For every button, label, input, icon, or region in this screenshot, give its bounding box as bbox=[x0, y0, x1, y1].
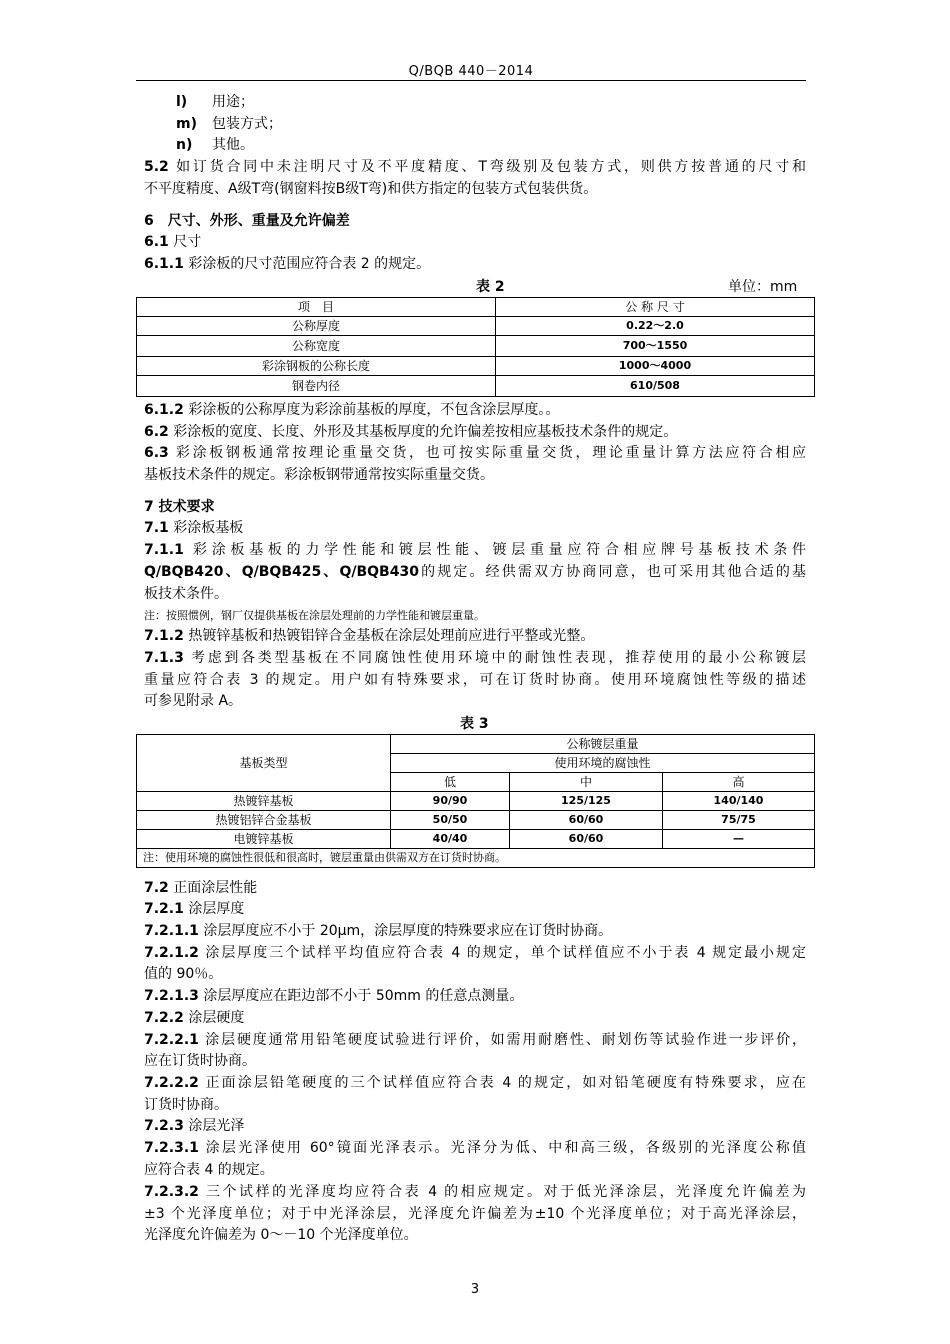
clause-7-2-2-1-line-1: 7.2.2.1 涂层硬度通常用铅笔硬度试验进行评价，如需用耐磨性、耐划伤等试验作进一步评价， bbox=[144, 1032, 806, 1048]
clause-7-2-3-1-line-2: 应符合表 4 的规定。 bbox=[144, 1162, 274, 1178]
clause-7-1-2: 7.1.2 热镀锌基板和热镀铝锌合金基板在涂层处理前应进行平整或光整。 bbox=[144, 628, 595, 644]
table-header-row bbox=[137, 298, 815, 317]
section-6-title: 6 尺寸、外形、重量及允许偏差 bbox=[144, 213, 350, 229]
note-7-1: 注：按照惯例，钢厂仅提供基板在涂层处理前的力学性能和镀层重量。 bbox=[144, 609, 485, 622]
clause-6-3-line-1: 6.3 彩涂板钢板通常按理论重量交货，也可按实际重量交货，理论重量计算方法应符合相应 bbox=[144, 445, 807, 461]
table-cell: 电镀锌基板 bbox=[137, 830, 391, 849]
clause-7-2-3-2-line-1: 7.2.3.2 三个试样的光泽度均应符合表 4 的相应规定。对于低光泽涂层，光泽度允许偏差为 bbox=[144, 1184, 806, 1200]
clause-7-2-3-1-line-1: 7.2.3.1 涂层光泽使用 60°镜面光泽表示。光泽分为低、中和高三级，各级别的光泽度公称值 bbox=[144, 1140, 807, 1156]
table-3-caption: 表 3 bbox=[460, 716, 489, 732]
table-row bbox=[137, 357, 815, 376]
clause-5-2-line-1: 5.2 如订货合同中未注明尺寸及不平度精度、T弯级别及包装方式，则供方按普通的尺寸和 bbox=[144, 159, 806, 175]
clause-5-2-line-2: 不平度精度、A级T弯(钢窗料按B级T弯)和供方指定的包装方式包装供货。 bbox=[144, 181, 598, 197]
table-header-cell: 高 bbox=[663, 773, 815, 792]
list-item: m) 包装方式； bbox=[176, 116, 282, 132]
table-cell: 125/125 bbox=[510, 792, 663, 811]
table-header-cell: 基板类型 bbox=[137, 735, 391, 792]
table-cell: 90/90 bbox=[391, 792, 510, 811]
table-cell: — bbox=[663, 830, 815, 849]
standard-code-header: Q/BQB 440－2014 bbox=[408, 64, 534, 79]
table-header-cell: 公称镀层重量 bbox=[391, 735, 815, 754]
clause-7-1-3-line-2: 重量应符合表 3 的规定。用户如有特殊要求，可在订货时协商。使用环境腐蚀性等级的描述 bbox=[144, 672, 806, 688]
table-row bbox=[137, 792, 815, 811]
table-cell: 700～1550 bbox=[496, 336, 815, 357]
table-header-cell: 项 目 bbox=[137, 298, 496, 317]
table-2 bbox=[136, 297, 815, 397]
table-2-caption: 表 2 bbox=[476, 279, 505, 295]
clause-7-2-3: 7.2.3 涂层光泽 bbox=[144, 1118, 245, 1134]
table-header-cell: 低 bbox=[391, 773, 510, 792]
table-header-cell: 公 称 尺 寸 bbox=[496, 298, 815, 317]
clause-6-1: 6.1 尺寸 bbox=[144, 234, 202, 250]
table-header-cell: 中 bbox=[510, 773, 663, 792]
table-cell: 40/40 bbox=[391, 830, 510, 849]
clause-7-2-3-2-line-2: ±3 个光泽度单位；对于中光泽涂层，光泽度允许偏差为±10 个光泽度单位；对于高光泽涂层， bbox=[144, 1206, 806, 1222]
clause-6-1-1: 6.1.1 彩涂板的尺寸范围应符合表 2 的规定。 bbox=[144, 256, 431, 272]
clause-6-2: 6.2 彩涂板的宽度、长度、外形及其基板厚度的允许偏差按相应基板技术条件的规定。 bbox=[144, 424, 678, 440]
clause-7-2-3-2-line-3: 光泽度允许偏差为 0～－10 个光泽度单位。 bbox=[144, 1227, 418, 1243]
clause-6-3-line-2: 基板技术条件的规定。彩涂板钢带通常按实际重量交货。 bbox=[144, 467, 494, 483]
clause-7-2-2-2-line-1: 7.2.2.2 正面涂层铅笔硬度的三个试样值应符合表 4 的规定，如对铅笔硬度有特殊要求，应在 bbox=[144, 1075, 806, 1091]
table-cell: 公称厚度 bbox=[137, 317, 496, 336]
table-cell: 热镀锌基板 bbox=[137, 792, 391, 811]
table-header-cell: 使用环境的腐蚀性 bbox=[391, 754, 815, 773]
table-header-row bbox=[137, 735, 815, 754]
table-cell: 彩涂钢板的公称长度 bbox=[137, 357, 496, 376]
clause-7-2: 7.2 正面涂层性能 bbox=[144, 880, 258, 896]
table-cell: 钢卷内径 bbox=[137, 376, 496, 397]
table-2-unit: 单位：mm bbox=[728, 279, 798, 295]
table-note-row bbox=[137, 849, 815, 868]
clause-7-2-2: 7.2.2 涂层硬度 bbox=[144, 1010, 245, 1026]
section-7-title: 7 技术要求 bbox=[144, 499, 215, 515]
clause-7-1-3-line-3: 可参见附录 A。 bbox=[144, 693, 243, 709]
table-cell: 50/50 bbox=[391, 811, 510, 830]
clause-7-2-1-3: 7.2.1.3 涂层厚度应在距边部不小于 50mm 的任意点测量。 bbox=[144, 988, 524, 1004]
table-cell: 热镀铝锌合金基板 bbox=[137, 811, 391, 830]
list-item: n) 其他。 bbox=[176, 137, 254, 153]
table-cell: 610/508 bbox=[496, 376, 815, 397]
header-rule bbox=[136, 80, 806, 81]
clause-7-1-3-line-1: 7.1.3 考虑到各类型基板在不同腐蚀性使用环境中的耐蚀性表现，推荐使用的最小公称镀层 bbox=[144, 650, 807, 666]
clause-7-2-1-2-line-1: 7.2.1.2 涂层厚度三个试样平均值应符合表 4 的规定，单个试样值应不小于表 4 规定最小规定 bbox=[144, 945, 806, 961]
clause-7-2-1: 7.2.1 涂层厚度 bbox=[144, 901, 245, 917]
clause-7-1-1-line-2: Q/BQB420、Q/BQB425、Q/BQB430的规定。经供需双方协商同意，也可采用其他合适的基 bbox=[144, 564, 806, 580]
table-row bbox=[137, 336, 815, 357]
clause-7-2-2-2-line-2: 订货时协商。 bbox=[144, 1097, 228, 1113]
table-row bbox=[137, 830, 815, 849]
list-item: l) 用途； bbox=[176, 94, 254, 110]
table-3 bbox=[136, 734, 815, 868]
clause-7-2-2-1-line-2: 应在订货时协商。 bbox=[144, 1053, 256, 1069]
table-cell: 140/140 bbox=[663, 792, 815, 811]
table-cell: 0.22～2.0 bbox=[496, 317, 815, 336]
table-cell: 60/60 bbox=[510, 830, 663, 849]
table-cell: 75/75 bbox=[663, 811, 815, 830]
page-number: 3 bbox=[470, 1282, 480, 1297]
clause-7-1: 7.1 彩涂板基板 bbox=[144, 520, 244, 536]
table-3-note: 注：使用环境的腐蚀性很低和很高时，镀层重量由供需双方在订货时协商。 bbox=[137, 849, 815, 868]
table-row bbox=[137, 376, 815, 397]
table-cell: 60/60 bbox=[510, 811, 663, 830]
clause-6-1-2: 6.1.2 彩涂板的公称厚度为彩涂前基板的厚度，不包含涂层厚度。。 bbox=[144, 402, 560, 418]
clause-7-2-1-2-line-2: 值的 90％。 bbox=[144, 966, 223, 982]
clause-7-1-1-line-3: 板技术条件。 bbox=[144, 586, 228, 602]
clause-7-2-1-1: 7.2.1.1 涂层厚度应不小于 20μm，涂层厚度的特殊要求应在订货时协商。 bbox=[144, 923, 613, 939]
table-cell: 1000～4000 bbox=[496, 357, 815, 376]
table-row bbox=[137, 811, 815, 830]
table-row bbox=[137, 317, 815, 336]
clause-7-1-1-line-1: 7.1.1 彩涂板基板的力学性能和镀层性能、镀层重量应符合相应牌号基板技术条件 bbox=[144, 542, 806, 558]
table-cell: 公称宽度 bbox=[137, 336, 496, 357]
